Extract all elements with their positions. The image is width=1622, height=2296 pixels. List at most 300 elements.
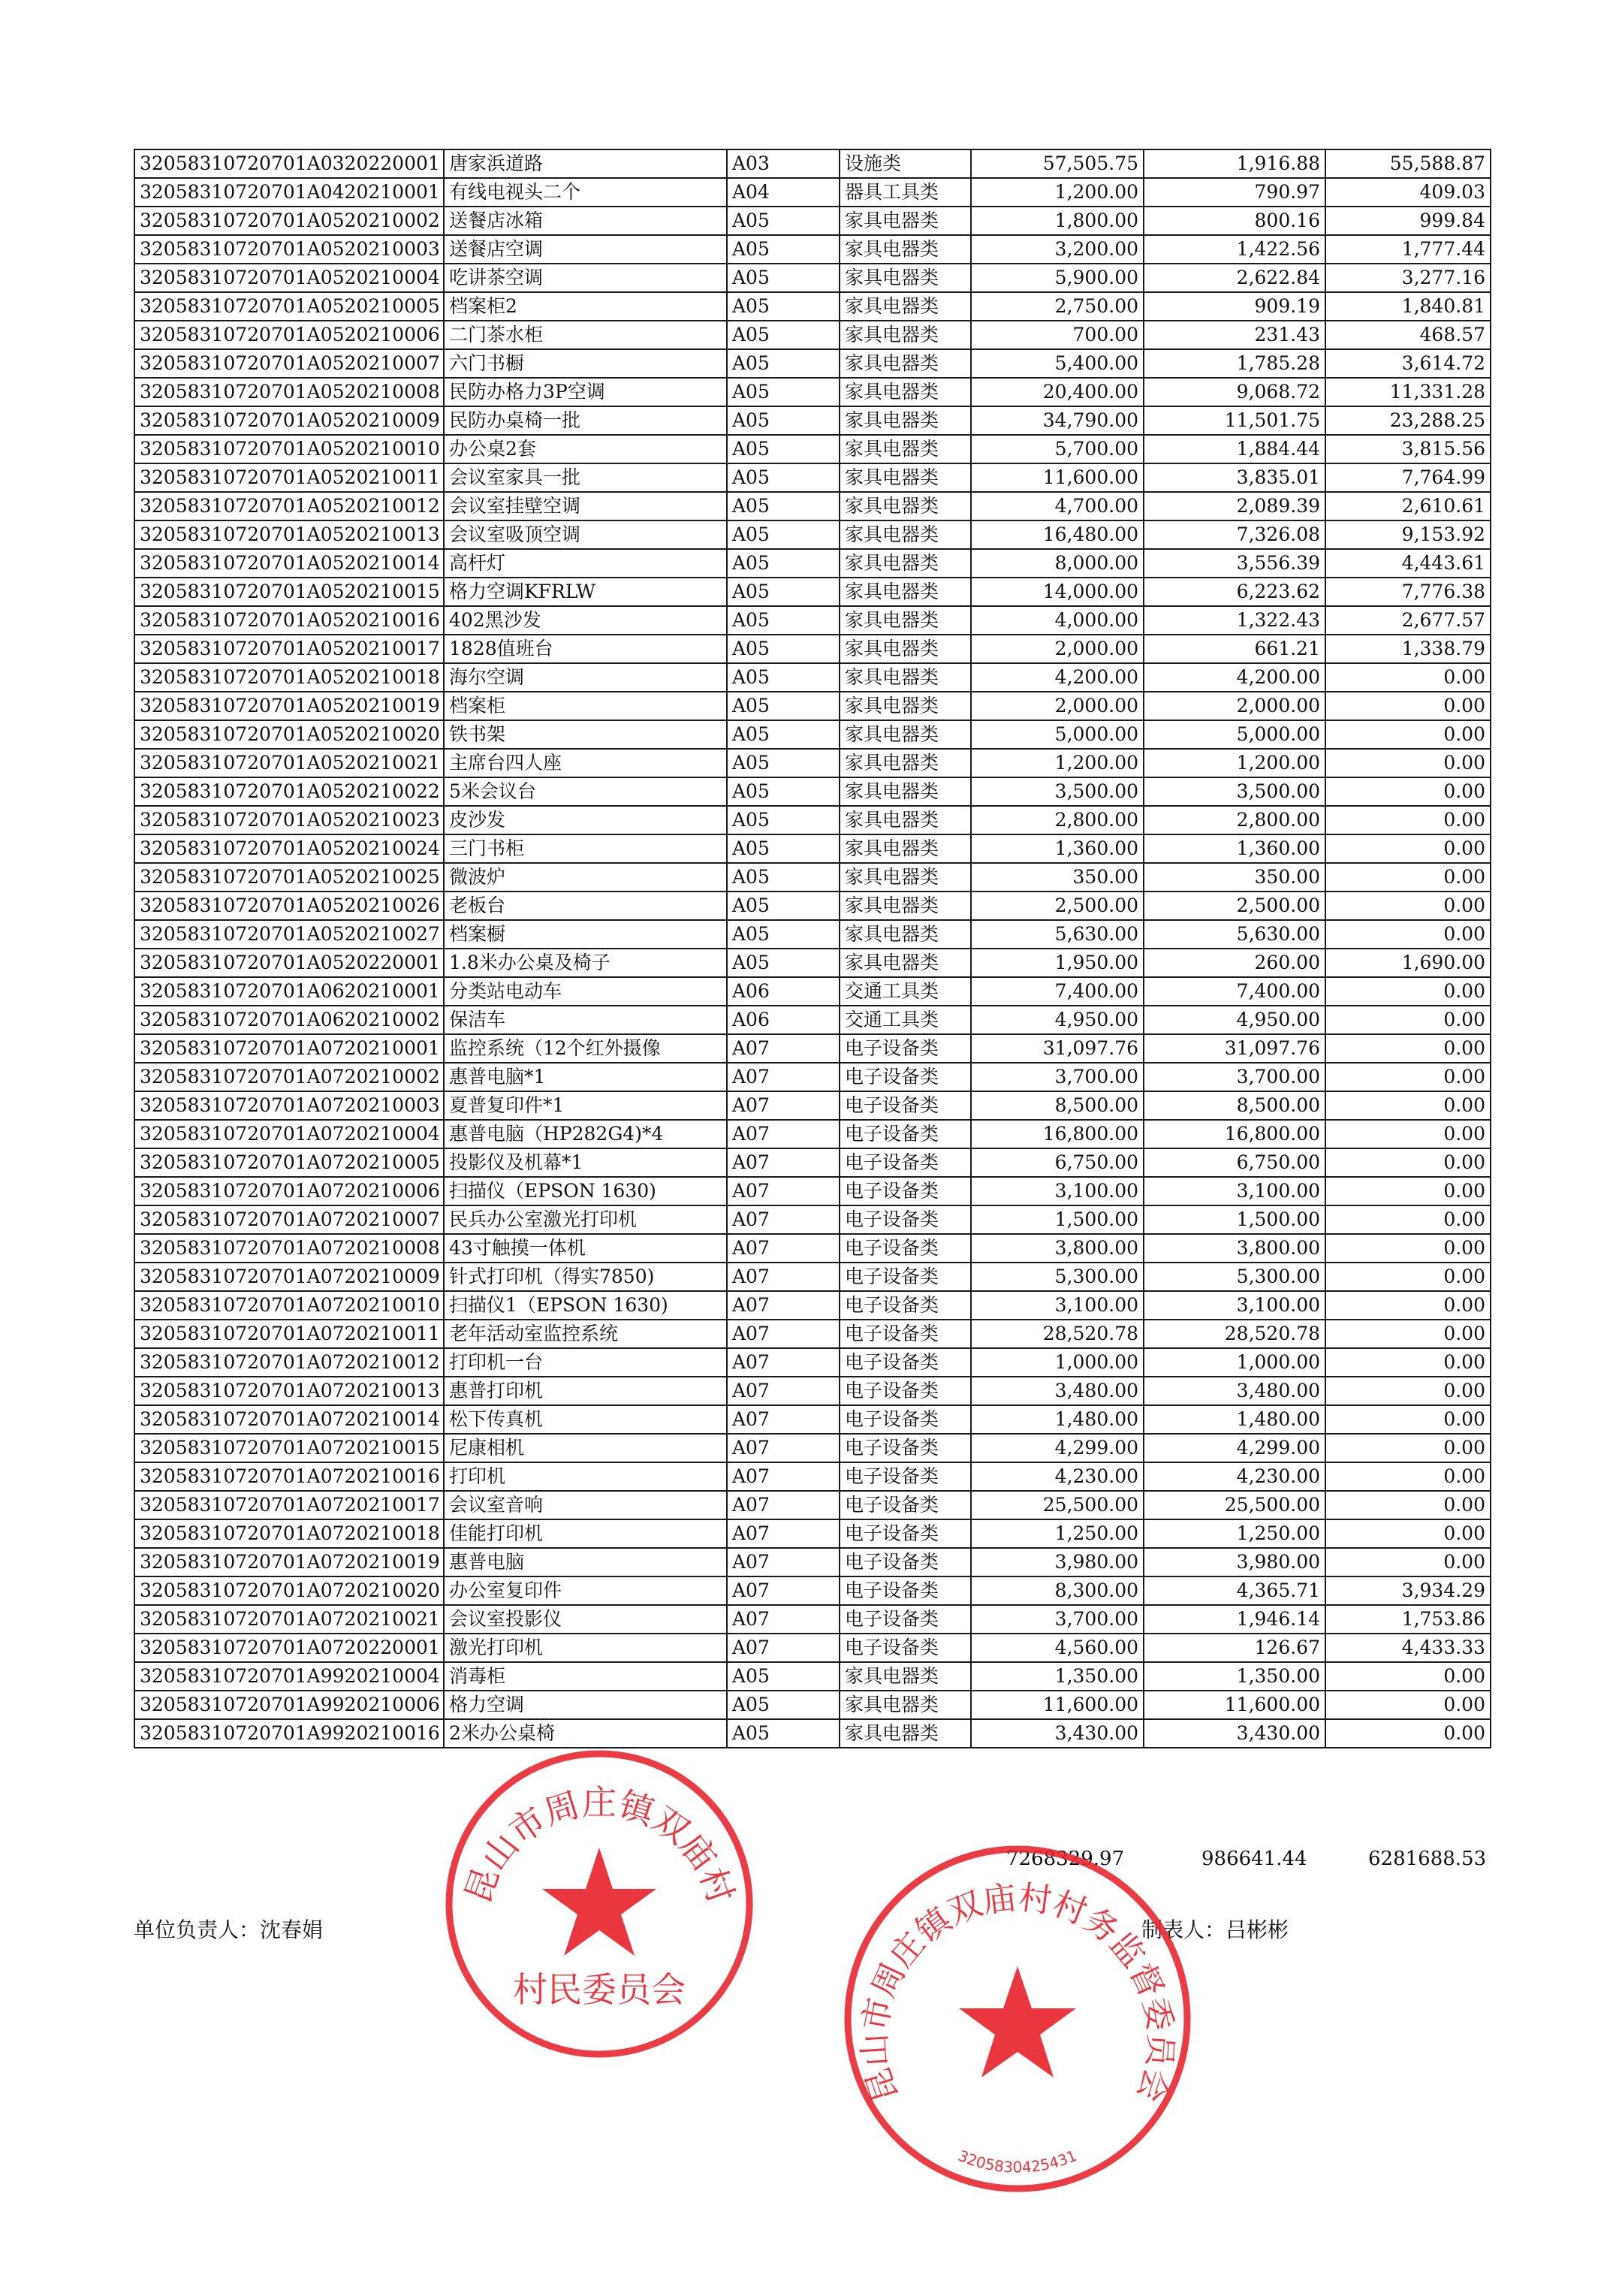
- net-value-cell: 0.00: [1325, 1063, 1491, 1091]
- table-row: [134, 435, 1491, 463]
- asset-name-cell: 民兵办公室激光打印机: [444, 1205, 727, 1234]
- asset-code-cell: 32058310720701A0520210003: [134, 235, 444, 264]
- table-row: [134, 1348, 1491, 1377]
- table-row: [134, 1120, 1491, 1148]
- category-name-cell: 电子设备类: [840, 1462, 971, 1491]
- category-name-cell: 电子设备类: [840, 1234, 971, 1263]
- net-value-cell: 1,753.86: [1325, 1605, 1491, 1634]
- accumulated-depreciation-cell: 9,068.72: [1144, 378, 1325, 406]
- asset-code-cell: 32058310720701A0520210013: [134, 520, 444, 549]
- table-row: [134, 892, 1491, 920]
- asset-code-cell: 32058310720701A0720210009: [134, 1263, 444, 1291]
- net-value-cell: 0.00: [1325, 1148, 1491, 1177]
- accumulated-depreciation-cell: 2,800.00: [1144, 806, 1325, 834]
- table-row: [134, 863, 1491, 892]
- asset-name-cell: 老板台: [444, 892, 727, 920]
- category-name-cell: 家具电器类: [840, 834, 971, 863]
- original-value-cell: 5,700.00: [971, 435, 1144, 463]
- category-name-cell: 家具电器类: [840, 578, 971, 606]
- net-value-cell: 0.00: [1325, 749, 1491, 777]
- seal-1-star-icon: [542, 1848, 656, 1956]
- asset-name-cell: 会议室挂壁空调: [444, 492, 727, 520]
- net-value-cell: 0.00: [1325, 1434, 1491, 1462]
- original-value-cell: 4,230.00: [971, 1462, 1144, 1491]
- asset-name-cell: 扫描仪（EPSON 1630): [444, 1177, 727, 1205]
- asset-name-cell: 佳能打印机: [444, 1519, 727, 1548]
- category-code-cell: A05: [727, 920, 840, 949]
- category-name-cell: 家具电器类: [840, 777, 971, 806]
- category-name-cell: 电子设备类: [840, 1120, 971, 1148]
- table-row: [134, 1263, 1491, 1291]
- accumulated-depreciation-cell: 3,980.00: [1144, 1548, 1325, 1576]
- net-value-cell: 0.00: [1325, 1205, 1491, 1234]
- net-value-cell: 0.00: [1325, 1234, 1491, 1263]
- accumulated-depreciation-cell: 3,700.00: [1144, 1063, 1325, 1091]
- net-value-cell: 409.03: [1325, 178, 1491, 207]
- asset-name-cell: 消毒柜: [444, 1662, 727, 1691]
- net-value-cell: 468.57: [1325, 321, 1491, 349]
- category-name-cell: 家具电器类: [840, 635, 971, 663]
- category-code-cell: A07: [727, 1548, 840, 1576]
- net-value-cell: 0.00: [1325, 977, 1491, 1006]
- net-value-cell: 1,690.00: [1325, 949, 1491, 977]
- accumulated-depreciation-cell: 1,000.00: [1144, 1348, 1325, 1377]
- original-value-cell: 3,980.00: [971, 1548, 1144, 1576]
- net-value-cell: 0.00: [1325, 720, 1491, 749]
- category-name-cell: 家具电器类: [840, 606, 971, 635]
- category-name-cell: 家具电器类: [840, 549, 971, 578]
- category-code-cell: A05: [727, 949, 840, 977]
- table-row: [134, 463, 1491, 492]
- svg-text:3205830425431: [956, 2147, 1080, 2177]
- table-row: [134, 977, 1491, 1006]
- seal-2-arc-text: 昆山市周庄镇双庙村村务监督委员会: [855, 1878, 1180, 2107]
- original-value-cell: 8,500.00: [971, 1091, 1144, 1120]
- net-value-cell: 0.00: [1325, 920, 1491, 949]
- accumulated-depreciation-cell: 4,365.71: [1144, 1576, 1325, 1605]
- table-row: [134, 578, 1491, 606]
- accumulated-depreciation-cell: 3,500.00: [1144, 777, 1325, 806]
- category-name-cell: 家具电器类: [840, 349, 971, 378]
- original-value-cell: 4,700.00: [971, 492, 1144, 520]
- category-name-cell: 家具电器类: [840, 663, 971, 692]
- original-value-cell: 8,000.00: [971, 549, 1144, 578]
- asset-name-cell: 激光打印机: [444, 1634, 727, 1662]
- category-name-cell: 家具电器类: [840, 892, 971, 920]
- original-value-cell: 4,200.00: [971, 663, 1144, 692]
- table-row: [134, 235, 1491, 264]
- category-name-cell: 家具电器类: [840, 520, 971, 549]
- accumulated-depreciation-cell: 11,501.75: [1144, 406, 1325, 435]
- net-value-cell: 0.00: [1325, 1691, 1491, 1719]
- asset-name-cell: 1.8米办公桌及椅子: [444, 949, 727, 977]
- table-row: [134, 549, 1491, 578]
- accumulated-depreciation-cell: 3,100.00: [1144, 1177, 1325, 1205]
- asset-code-cell: 32058310720701A0520210026: [134, 892, 444, 920]
- original-value-cell: 14,000.00: [971, 578, 1144, 606]
- accumulated-depreciation-cell: 28,520.78: [1144, 1320, 1325, 1348]
- village-affairs-supervision-seal: [837, 1839, 1198, 2199]
- net-value-cell: 1,777.44: [1325, 235, 1491, 264]
- category-code-cell: A07: [727, 1205, 840, 1234]
- asset-code-cell: 32058310720701A0720210013: [134, 1377, 444, 1405]
- unit-head-signature: 单位负责人：沈春娟: [134, 1917, 324, 1942]
- original-value-cell: 1,000.00: [971, 1348, 1144, 1377]
- table-row: [134, 692, 1491, 720]
- asset-name-cell: 微波炉: [444, 863, 727, 892]
- asset-name-cell: 夏普复印件*1: [444, 1091, 727, 1120]
- original-value-cell: 25,500.00: [971, 1491, 1144, 1519]
- asset-name-cell: 打印机: [444, 1462, 727, 1491]
- accumulated-depreciation-cell: 5,630.00: [1144, 920, 1325, 949]
- category-name-cell: 家具电器类: [840, 949, 971, 977]
- category-name-cell: 家具电器类: [840, 720, 971, 749]
- table-row: [134, 178, 1491, 207]
- preparer-signature: 制表人：吕彬彬: [1141, 1917, 1289, 1942]
- accumulated-depreciation-cell: 2,500.00: [1144, 892, 1325, 920]
- asset-name-cell: 办公室复印件: [444, 1576, 727, 1605]
- asset-name-cell: 海尔空调: [444, 663, 727, 692]
- total-original-value: 7268329.97: [1006, 1848, 1125, 1870]
- original-value-cell: 3,700.00: [971, 1063, 1144, 1091]
- original-value-cell: 3,200.00: [971, 235, 1144, 264]
- net-value-cell: 0.00: [1325, 1491, 1491, 1519]
- asset-code-cell: 32058310720701A0420210001: [134, 178, 444, 207]
- original-value-cell: 3,430.00: [971, 1719, 1144, 1748]
- asset-code-cell: 32058310720701A0620210001: [134, 977, 444, 1006]
- asset-name-cell: 民防办桌椅一批: [444, 406, 727, 435]
- asset-code-cell: 32058310720701A0720210019: [134, 1548, 444, 1576]
- asset-name-cell: 1828值班台: [444, 635, 727, 663]
- original-value-cell: 11,600.00: [971, 1691, 1144, 1719]
- table-row: [134, 1091, 1491, 1120]
- category-code-cell: A07: [727, 1034, 840, 1063]
- asset-code-cell: 32058310720701A0520210002: [134, 207, 444, 235]
- category-code-cell: A07: [727, 1348, 840, 1377]
- category-code-cell: A05: [727, 349, 840, 378]
- net-value-cell: 0.00: [1325, 1462, 1491, 1491]
- accumulated-depreciation-cell: 7,400.00: [1144, 977, 1325, 1006]
- accumulated-depreciation-cell: 16,800.00: [1144, 1120, 1325, 1148]
- net-value-cell: 0.00: [1325, 1120, 1491, 1148]
- original-value-cell: 1,250.00: [971, 1519, 1144, 1548]
- net-value-cell: 0.00: [1325, 863, 1491, 892]
- original-value-cell: 1,350.00: [971, 1662, 1144, 1691]
- asset-name-cell: 唐家浜道路: [444, 149, 727, 178]
- table-row: [134, 806, 1491, 834]
- asset-code-cell: 32058310720701A0720210012: [134, 1348, 444, 1377]
- net-value-cell: 0.00: [1325, 1662, 1491, 1691]
- category-name-cell: 电子设备类: [840, 1519, 971, 1548]
- net-value-cell: 0.00: [1325, 1377, 1491, 1405]
- asset-name-cell: 打印机一台: [444, 1348, 727, 1377]
- asset-name-cell: 尼康相机: [444, 1434, 727, 1462]
- asset-name-cell: 老年活动室监控系统: [444, 1320, 727, 1348]
- category-code-cell: A07: [727, 1491, 840, 1519]
- accumulated-depreciation-cell: 1,500.00: [1144, 1205, 1325, 1234]
- category-code-cell: A06: [727, 1006, 840, 1034]
- table-row: [134, 949, 1491, 977]
- category-code-cell: A06: [727, 977, 840, 1006]
- category-code-cell: A07: [727, 1320, 840, 1348]
- asset-code-cell: 32058310720701A0720210016: [134, 1462, 444, 1491]
- accumulated-depreciation-cell: 1,350.00: [1144, 1662, 1325, 1691]
- category-code-cell: A07: [727, 1462, 840, 1491]
- category-code-cell: A05: [727, 264, 840, 292]
- table-row: [134, 1576, 1491, 1605]
- asset-code-cell: 32058310720701A0520210017: [134, 635, 444, 663]
- asset-name-cell: 扫描仪1（EPSON 1630): [444, 1291, 727, 1320]
- asset-name-cell: 5米会议台: [444, 777, 727, 806]
- asset-code-cell: 32058310720701A0520210022: [134, 777, 444, 806]
- accumulated-depreciation-cell: 350.00: [1144, 863, 1325, 892]
- accumulated-depreciation-cell: 3,430.00: [1144, 1719, 1325, 1748]
- category-name-cell: 设施类: [840, 149, 971, 178]
- original-value-cell: 3,100.00: [971, 1177, 1144, 1205]
- asset-code-cell: 32058310720701A0620210002: [134, 1006, 444, 1034]
- category-code-cell: A05: [727, 663, 840, 692]
- net-value-cell: 0.00: [1325, 1320, 1491, 1348]
- category-code-cell: A07: [727, 1634, 840, 1662]
- net-value-cell: 0.00: [1325, 1548, 1491, 1576]
- table-row: [134, 720, 1491, 749]
- accumulated-depreciation-cell: 1,884.44: [1144, 435, 1325, 463]
- net-value-cell: 9,153.92: [1325, 520, 1491, 549]
- net-value-cell: 1,338.79: [1325, 635, 1491, 663]
- asset-name-cell: 有线电视头二个: [444, 178, 727, 207]
- table-row: [134, 1462, 1491, 1491]
- asset-code-cell: 32058310720701A9920210004: [134, 1662, 444, 1691]
- asset-code-cell: 32058310720701A0520210023: [134, 806, 444, 834]
- category-name-cell: 家具电器类: [840, 692, 971, 720]
- category-code-cell: A05: [727, 578, 840, 606]
- seal-2-star-icon: [959, 1966, 1076, 2077]
- asset-name-cell: 格力空调: [444, 1691, 727, 1719]
- category-name-cell: 器具工具类: [840, 178, 971, 207]
- asset-name-cell: 办公桌2套: [444, 435, 727, 463]
- table-row: [134, 1034, 1491, 1063]
- total-accumulated-depreciation: 986641.44: [1201, 1848, 1307, 1870]
- asset-code-cell: 32058310720701A0520210008: [134, 378, 444, 406]
- accumulated-depreciation-cell: 1,250.00: [1144, 1519, 1325, 1548]
- original-value-cell: 57,505.75: [971, 149, 1144, 178]
- category-name-cell: 电子设备类: [840, 1263, 971, 1291]
- original-value-cell: 3,700.00: [971, 1605, 1144, 1634]
- category-code-cell: A07: [727, 1091, 840, 1120]
- table-row: [134, 1519, 1491, 1548]
- original-value-cell: 7,400.00: [971, 977, 1144, 1006]
- category-code-cell: A05: [727, 635, 840, 663]
- asset-name-cell: 六门书橱: [444, 349, 727, 378]
- accumulated-depreciation-cell: 909.19: [1144, 292, 1325, 321]
- category-name-cell: 电子设备类: [840, 1576, 971, 1605]
- asset-code-cell: 32058310720701A0520210021: [134, 749, 444, 777]
- category-code-cell: A05: [727, 1719, 840, 1748]
- original-value-cell: 20,400.00: [971, 378, 1144, 406]
- accumulated-depreciation-cell: 6,750.00: [1144, 1148, 1325, 1177]
- original-value-cell: 3,800.00: [971, 1234, 1144, 1263]
- category-name-cell: 电子设备类: [840, 1605, 971, 1634]
- asset-code-cell: 32058310720701A0520210016: [134, 606, 444, 635]
- category-name-cell: 家具电器类: [840, 492, 971, 520]
- accumulated-depreciation-cell: 11,600.00: [1144, 1691, 1325, 1719]
- asset-name-cell: 三门书柜: [444, 834, 727, 863]
- net-value-cell: 0.00: [1325, 892, 1491, 920]
- category-code-cell: A07: [727, 1291, 840, 1320]
- table-row: [134, 1548, 1491, 1576]
- table-row: [134, 1006, 1491, 1034]
- category-name-cell: 家具电器类: [840, 235, 971, 264]
- original-value-cell: 1,500.00: [971, 1205, 1144, 1234]
- original-value-cell: 4,000.00: [971, 606, 1144, 635]
- table-row: [134, 1662, 1491, 1691]
- table-row: [134, 663, 1491, 692]
- category-name-cell: 家具电器类: [840, 920, 971, 949]
- net-value-cell: 4,433.33: [1325, 1634, 1491, 1662]
- accumulated-depreciation-cell: 4,950.00: [1144, 1006, 1325, 1034]
- table-row: [134, 635, 1491, 663]
- category-code-cell: A07: [727, 1263, 840, 1291]
- total-net-value: 6281688.53: [1368, 1848, 1487, 1870]
- category-name-cell: 家具电器类: [840, 1662, 971, 1691]
- net-value-cell: 0.00: [1325, 1006, 1491, 1034]
- asset-code-cell: 32058310720701A0520210015: [134, 578, 444, 606]
- asset-code-cell: 32058310720701A0720210005: [134, 1148, 444, 1177]
- net-value-cell: 1,840.81: [1325, 292, 1491, 321]
- net-value-cell: 0.00: [1325, 1177, 1491, 1205]
- category-code-cell: A05: [727, 863, 840, 892]
- table-row: [134, 1234, 1491, 1263]
- accumulated-depreciation-cell: 4,230.00: [1144, 1462, 1325, 1491]
- table-row: [134, 777, 1491, 806]
- table-row: [134, 1405, 1491, 1434]
- asset-code-cell: 32058310720701A0520210024: [134, 834, 444, 863]
- category-code-cell: A05: [727, 606, 840, 635]
- asset-code-cell: 32058310720701A0520210010: [134, 435, 444, 463]
- asset-code-cell: 32058310720701A0720210010: [134, 1291, 444, 1320]
- table-row: [134, 1605, 1491, 1634]
- table-row: [134, 834, 1491, 863]
- asset-code-cell: 32058310720701A0520210007: [134, 349, 444, 378]
- original-value-cell: 1,360.00: [971, 834, 1144, 863]
- original-value-cell: 4,560.00: [971, 1634, 1144, 1662]
- original-value-cell: 31,097.76: [971, 1034, 1144, 1063]
- asset-name-cell: 惠普打印机: [444, 1377, 727, 1405]
- original-value-cell: 1,800.00: [971, 207, 1144, 235]
- category-code-cell: A07: [727, 1519, 840, 1548]
- net-value-cell: 2,610.61: [1325, 492, 1491, 520]
- asset-name-cell: 民防办格力3P空调: [444, 378, 727, 406]
- asset-code-cell: 32058310720701A0520210009: [134, 406, 444, 435]
- asset-code-cell: 32058310720701A0520210020: [134, 720, 444, 749]
- accumulated-depreciation-cell: 231.43: [1144, 321, 1325, 349]
- net-value-cell: 0.00: [1325, 1519, 1491, 1548]
- table-row: [134, 1320, 1491, 1348]
- original-value-cell: 3,500.00: [971, 777, 1144, 806]
- category-code-cell: A05: [727, 1691, 840, 1719]
- category-code-cell: A05: [727, 806, 840, 834]
- table-row: [134, 749, 1491, 777]
- accumulated-depreciation-cell: 1,946.14: [1144, 1605, 1325, 1634]
- asset-code-cell: 32058310720701A0720210003: [134, 1091, 444, 1120]
- category-name-cell: 家具电器类: [840, 406, 971, 435]
- asset-code-cell: 32058310720701A0520210012: [134, 492, 444, 520]
- table-row: [134, 264, 1491, 292]
- asset-name-cell: 惠普电脑*1: [444, 1063, 727, 1091]
- category-name-cell: 电子设备类: [840, 1091, 971, 1120]
- table-row: [134, 1491, 1491, 1519]
- category-code-cell: A04: [727, 178, 840, 207]
- original-value-cell: 16,800.00: [971, 1120, 1144, 1148]
- original-value-cell: 350.00: [971, 863, 1144, 892]
- table-row: [134, 1691, 1491, 1719]
- asset-code-cell: 32058310720701A9920210016: [134, 1719, 444, 1748]
- category-code-cell: A05: [727, 492, 840, 520]
- category-code-cell: A07: [727, 1148, 840, 1177]
- seal-1-bottom-text: 村民委员会: [513, 1969, 686, 2010]
- net-value-cell: 3,815.56: [1325, 435, 1491, 463]
- net-value-cell: 0.00: [1325, 1405, 1491, 1434]
- accumulated-depreciation-cell: 4,200.00: [1144, 663, 1325, 692]
- asset-code-cell: 32058310720701A0320220001: [134, 149, 444, 178]
- accumulated-depreciation-cell: 3,556.39: [1144, 549, 1325, 578]
- category-name-cell: 家具电器类: [840, 378, 971, 406]
- category-code-cell: A05: [727, 321, 840, 349]
- accumulated-depreciation-cell: 6,223.62: [1144, 578, 1325, 606]
- asset-code-cell: 32058310720701A0720210014: [134, 1405, 444, 1434]
- net-value-cell: 0.00: [1325, 692, 1491, 720]
- accumulated-depreciation-cell: 8,500.00: [1144, 1091, 1325, 1120]
- original-value-cell: 3,480.00: [971, 1377, 1144, 1405]
- table-row: [134, 378, 1491, 406]
- accumulated-depreciation-cell: 7,326.08: [1144, 520, 1325, 549]
- accumulated-depreciation-cell: 1,360.00: [1144, 834, 1325, 863]
- category-name-cell: 电子设备类: [840, 1548, 971, 1576]
- category-name-cell: 电子设备类: [840, 1405, 971, 1434]
- category-name-cell: 电子设备类: [840, 1491, 971, 1519]
- asset-code-cell: 32058310720701A0720210002: [134, 1063, 444, 1091]
- asset-code-cell: 32058310720701A0720210004: [134, 1120, 444, 1148]
- accumulated-depreciation-cell: 5,300.00: [1144, 1263, 1325, 1291]
- table-row: [134, 321, 1491, 349]
- category-code-cell: A07: [727, 1377, 840, 1405]
- category-code-cell: A05: [727, 692, 840, 720]
- table-row: [134, 1063, 1491, 1091]
- category-code-cell: A05: [727, 378, 840, 406]
- category-code-cell: A05: [727, 549, 840, 578]
- category-code-cell: A05: [727, 235, 840, 264]
- table-row: [134, 606, 1491, 635]
- asset-name-cell: 保洁车: [444, 1006, 727, 1034]
- category-code-cell: A07: [727, 1576, 840, 1605]
- net-value-cell: 0.00: [1325, 1034, 1491, 1063]
- accumulated-depreciation-cell: 260.00: [1144, 949, 1325, 977]
- accumulated-depreciation-cell: 3,800.00: [1144, 1234, 1325, 1263]
- asset-name-cell: 档案橱: [444, 920, 727, 949]
- net-value-cell: 0.00: [1325, 1348, 1491, 1377]
- net-value-cell: 23,288.25: [1325, 406, 1491, 435]
- category-code-cell: A07: [727, 1063, 840, 1091]
- table-row: [134, 1205, 1491, 1234]
- original-value-cell: 8,300.00: [971, 1576, 1144, 1605]
- seal-1-arc-text: 昆山市周庄镇双庙村: [457, 1782, 742, 1909]
- asset-code-cell: 32058310720701A0720210001: [134, 1034, 444, 1063]
- accumulated-depreciation-cell: 126.67: [1144, 1634, 1325, 1662]
- accumulated-depreciation-cell: 1,480.00: [1144, 1405, 1325, 1434]
- table-row: [134, 1177, 1491, 1205]
- category-code-cell: A05: [727, 435, 840, 463]
- asset-code-cell: 32058310720701A0520210006: [134, 321, 444, 349]
